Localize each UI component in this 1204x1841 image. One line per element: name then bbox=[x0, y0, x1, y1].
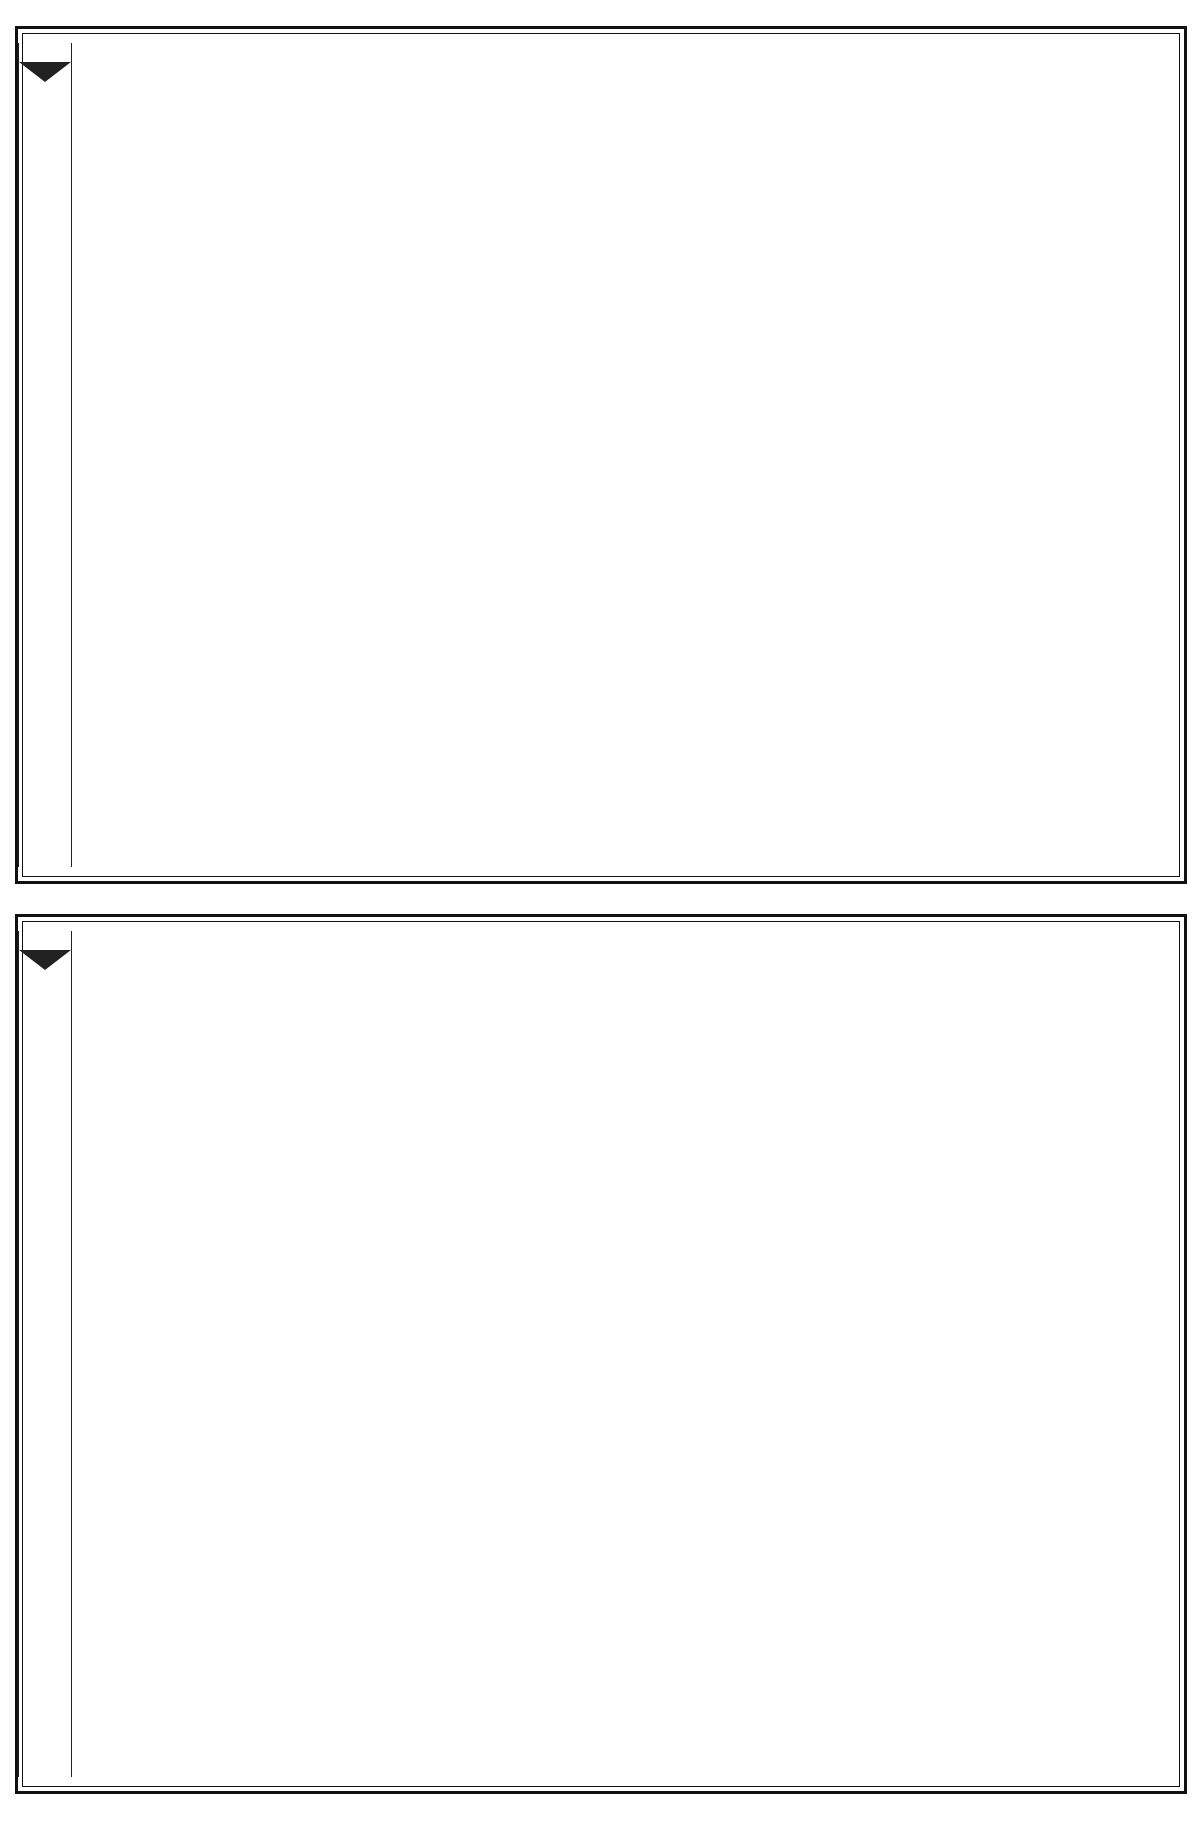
bottom-page-center-strip bbox=[18, 931, 72, 1777]
bottom-page bbox=[15, 914, 1187, 1794]
top-page bbox=[15, 26, 1187, 884]
fish-tail-mark bbox=[19, 950, 71, 970]
top-page-center-strip bbox=[18, 43, 72, 867]
fish-tail-mark bbox=[19, 62, 71, 82]
